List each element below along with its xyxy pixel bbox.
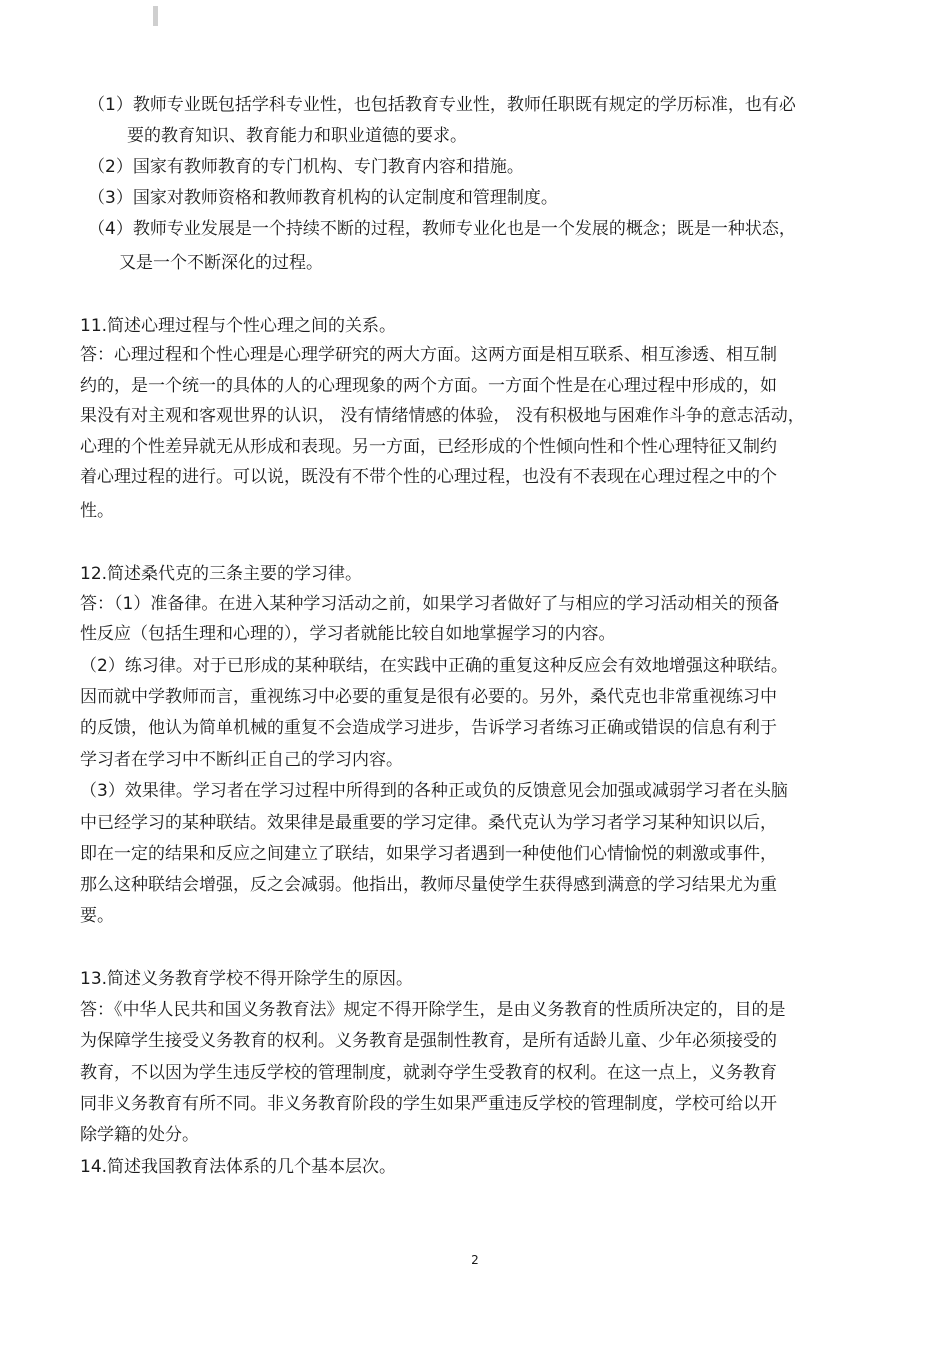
answer-12-line: （3）效果律。学习者在学习过程中所得到的各种正或负的反馈意见会加强或减弱学习者在头脑	[80, 781, 788, 801]
answer-11-line: 心理的个性差异就无从形成和表现。另一方面，已经形成的个性倾向性和个性心理特征又制约	[80, 437, 777, 457]
question-14-heading: 14.简述我国教育法体系的几个基本层次。	[80, 1157, 397, 1177]
answer-13-line: 除学籍的处分。	[80, 1125, 199, 1145]
list-item-4-line-2: 又是一个不断深化的过程。	[119, 253, 323, 273]
question-13-heading: 13.简述义务教育学校不得开除学生的原因。	[80, 969, 414, 989]
answer-12-line: 答：（1）准备律。在进入某种学习活动之前，如果学习者做好了与相应的学习活动相关的预备	[80, 594, 780, 614]
list-item-2: （2）国家有教师教育的专门机构、专门教育内容和措施。	[88, 157, 524, 177]
answer-11-line: 果没有对主观和客观世界的认识， 没有情绪情感的体验， 没有积极地与困难作斗争的意志活动，	[80, 406, 805, 426]
answer-12-line: 的反馈，他认为简单机械的重复不会造成学习进步，告诉学习者练习正确或错误的信息有利于	[80, 718, 777, 738]
answer-12-line: 那么这种联结会增强，反之会减弱。他指出，教师尽量使学生获得感到满意的学习结果尤为重	[80, 875, 777, 895]
answer-12-line: 即在一定的结果和反应之间建立了联结，如果学习者遇到一种使他们心情愉悦的刺激或事件，	[80, 844, 777, 864]
answer-13-line: 为保障学生接受义务教育的权利。义务教育是强制性教育，是所有适龄儿童、少年必须接受的	[80, 1031, 777, 1051]
answer-12-line: 中已经学习的某种联结。效果律是最重要的学习定律。桑代克认为学习者学习某种知识以后，	[80, 813, 777, 833]
list-item-1-line-2: 要的教育知识、教育能力和职业道德的要求。	[127, 126, 467, 146]
answer-11-line: 着心理过程的进行。可以说，既没有不带个性的心理过程，也没有不表现在心理过程之中的个	[80, 467, 777, 487]
page-number: 2	[471, 1253, 479, 1267]
answer-12-line: 要。	[80, 906, 114, 926]
scan-edge-mark	[153, 6, 158, 26]
answer-13-line: 同非义务教育有所不同。非义务教育阶段的学生如果严重违反学校的管理制度，学校可给以开	[80, 1094, 777, 1114]
question-12-heading: 12.简述桑代克的三条主要的学习律。	[80, 564, 363, 584]
answer-13-line: 教育，不以因为学生违反学校的管理制度，就剥夺学生受教育的权利。在这一点上，义务教育	[80, 1063, 777, 1083]
list-item-3: （3）国家对教师资格和教师教育机构的认定制度和管理制度。	[88, 188, 558, 208]
answer-11-line: 约的，是一个统一的具体的人的心理现象的两个方面。一方面个性是在心理过程中形成的，如	[80, 376, 777, 396]
list-item-1-line-1: （1）教师专业既包括学科专业性，也包括教育专业性，教师任职既有规定的学历标准，也有必	[88, 95, 796, 115]
answer-12-line: （2）练习律。对于已形成的某种联结，在实践中正确的重复这种反应会有效地增强这种联结。	[80, 656, 788, 676]
answer-12-line: 因而就中学教师而言，重视练习中必要的重复是很有必要的。另外，桑代克也非常重视练习中	[80, 687, 777, 707]
list-item-4-line-1: （4）教师专业发展是一个持续不断的过程，教师专业化也是一个发展的概念；既是一种状态，	[88, 219, 796, 239]
answer-13-line: 答：《中华人民共和国义务教育法》规定不得开除学生，是由义务教育的性质所决定的，目的是	[80, 1000, 786, 1020]
question-11-heading: 11.简述心理过程与个性心理之间的关系。	[80, 316, 397, 336]
answer-11-line: 答：心理过程和个性心理是心理学研究的两大方面。这两方面是相互联系、相互渗透、相互制	[80, 345, 777, 365]
answer-11-line: 性。	[80, 501, 114, 521]
answer-12-line: 学习者在学习中不断纠正自己的学习内容。	[80, 750, 403, 770]
answer-12-line: 性反应（包括生理和心理的），学习者就能比较自如地掌握学习的内容。	[80, 624, 616, 644]
